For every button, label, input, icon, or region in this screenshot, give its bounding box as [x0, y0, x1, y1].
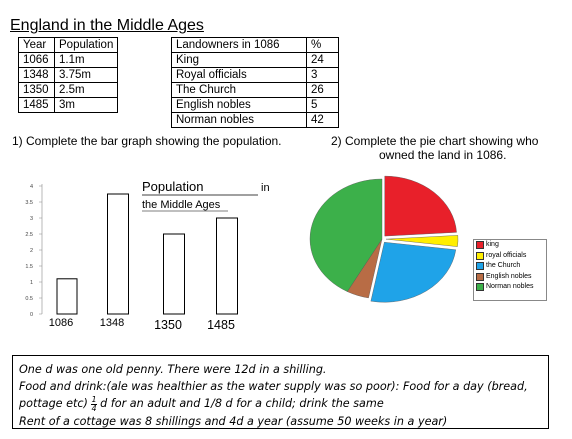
legend-swatch: [476, 262, 484, 270]
y-tick-labels: [25, 184, 42, 318]
info-line-1: One d was one old penny. There were 12d in a shilling.: [19, 363, 327, 376]
legend-item: [474, 282, 546, 293]
table-cell: 5: [307, 98, 339, 113]
table-cell: 3m: [55, 98, 118, 113]
bar: [57, 279, 77, 314]
pie-slice: [385, 176, 457, 236]
table-cell: 1485: [19, 98, 55, 113]
question-2: [331, 134, 571, 162]
table-row: [172, 53, 339, 68]
table-header-cell: Population: [55, 38, 118, 53]
legend-label: the Church: [486, 262, 521, 269]
legend-item: [474, 251, 546, 262]
table-row: [172, 113, 339, 128]
table-cell: 1.1m: [55, 53, 118, 68]
table-cell: 1348: [19, 68, 55, 83]
table-header-cell: Year: [19, 38, 55, 53]
table-row: [19, 68, 118, 83]
table-cell: 2.5m: [55, 83, 118, 98]
y-tick-label: 1: [29, 280, 33, 286]
table-header-row: [19, 38, 118, 53]
legend-swatch: [476, 283, 484, 291]
landowners-pie-chart: [300, 172, 480, 302]
x-tick-label: 1086: [48, 317, 74, 329]
info-line-3b: d for an adult and 1/8 d for a child; drink the same: [100, 397, 384, 410]
table-cell: 42: [307, 113, 339, 128]
legend-label: Norman nobles: [486, 283, 534, 290]
fraction-denominator: 4: [91, 403, 97, 413]
table-row: [172, 68, 339, 83]
y-tick-label: 1.5: [25, 264, 33, 270]
table-row: [172, 83, 339, 98]
y-tick-label: 2: [29, 248, 33, 254]
legend-item: [474, 272, 546, 283]
y-tick-label: 2.5: [25, 232, 33, 238]
x-tick-label: 1350: [154, 318, 182, 332]
table-row: [19, 83, 118, 98]
chart-title-line2: the Middle Ages: [142, 199, 221, 211]
chart-title-part1: Population: [142, 179, 204, 194]
legend-swatch: [476, 273, 484, 281]
bar: [164, 234, 185, 314]
table-header-cell: %: [307, 38, 339, 53]
table-cell: 1350: [19, 83, 55, 98]
question-1: 1) Complete the bar graph showing the population.: [12, 134, 282, 148]
bars: [57, 194, 238, 314]
y-tick-label: 3.5: [25, 200, 33, 206]
table-header-row: [172, 38, 339, 53]
table-cell: 1066: [19, 53, 55, 68]
y-tick-label: 0: [29, 312, 33, 318]
pie-legend: [473, 239, 547, 301]
question-2-line2: owned the land in 1086.: [379, 148, 507, 162]
table-cell: The Church: [172, 83, 307, 98]
page-title: England in the Middle Ages: [10, 17, 204, 34]
table-header-cell: Landowners in 1086: [172, 38, 307, 53]
table-cell: 3.75m: [55, 68, 118, 83]
question-2-line1: 2) Complete the pie chart showing who: [331, 134, 539, 148]
fraction-quarter: [91, 396, 96, 413]
y-tick-label: 0.5: [25, 296, 33, 302]
landowners-table: [171, 37, 339, 128]
population-table: [18, 37, 118, 113]
table-cell: 26: [307, 83, 339, 98]
x-tick-labels: [49, 317, 235, 332]
info-line-3a: pottage etc): [19, 397, 88, 410]
chart-title-part2: in: [261, 182, 270, 194]
legend-label: English nobles: [486, 272, 532, 280]
y-tick-label: 3: [29, 216, 33, 222]
pie-slice: [371, 242, 456, 302]
table-cell: 24: [307, 53, 339, 68]
table-cell: Royal officials: [172, 68, 307, 83]
table-cell: English nobles: [172, 98, 307, 113]
info-line-3: [19, 395, 542, 413]
info-line-2: Food and drink:(ale was healthier as the water supply was so poor): Food for a day (bread,: [19, 380, 528, 393]
pie-slices: [310, 176, 458, 302]
y-tick-label: 4: [29, 184, 33, 190]
fraction-numerator: 1: [91, 394, 97, 404]
info-line-4: Rent of a cottage was 8 shillings and 4d a year (assume 50 weeks in a year): [19, 414, 448, 428]
table-cell: Norman nobles: [172, 113, 307, 128]
x-tick-label: 1348: [99, 317, 125, 329]
legend-label: royal officials: [486, 251, 527, 259]
bar: [217, 218, 238, 314]
population-bar-chart: [20, 174, 270, 334]
x-tick-label: 1485: [207, 318, 235, 332]
table-row: [19, 53, 118, 68]
bar: [108, 194, 129, 314]
legend-item: [474, 261, 546, 272]
table-row: [172, 98, 339, 113]
info-box: [12, 355, 549, 429]
table-row: [19, 98, 118, 113]
table-cell: King: [172, 53, 307, 68]
legend-item: [474, 240, 546, 251]
legend-label: king: [486, 241, 499, 248]
table-cell: 3: [307, 68, 339, 83]
legend-swatch: [476, 241, 484, 249]
legend-swatch: [476, 252, 484, 260]
